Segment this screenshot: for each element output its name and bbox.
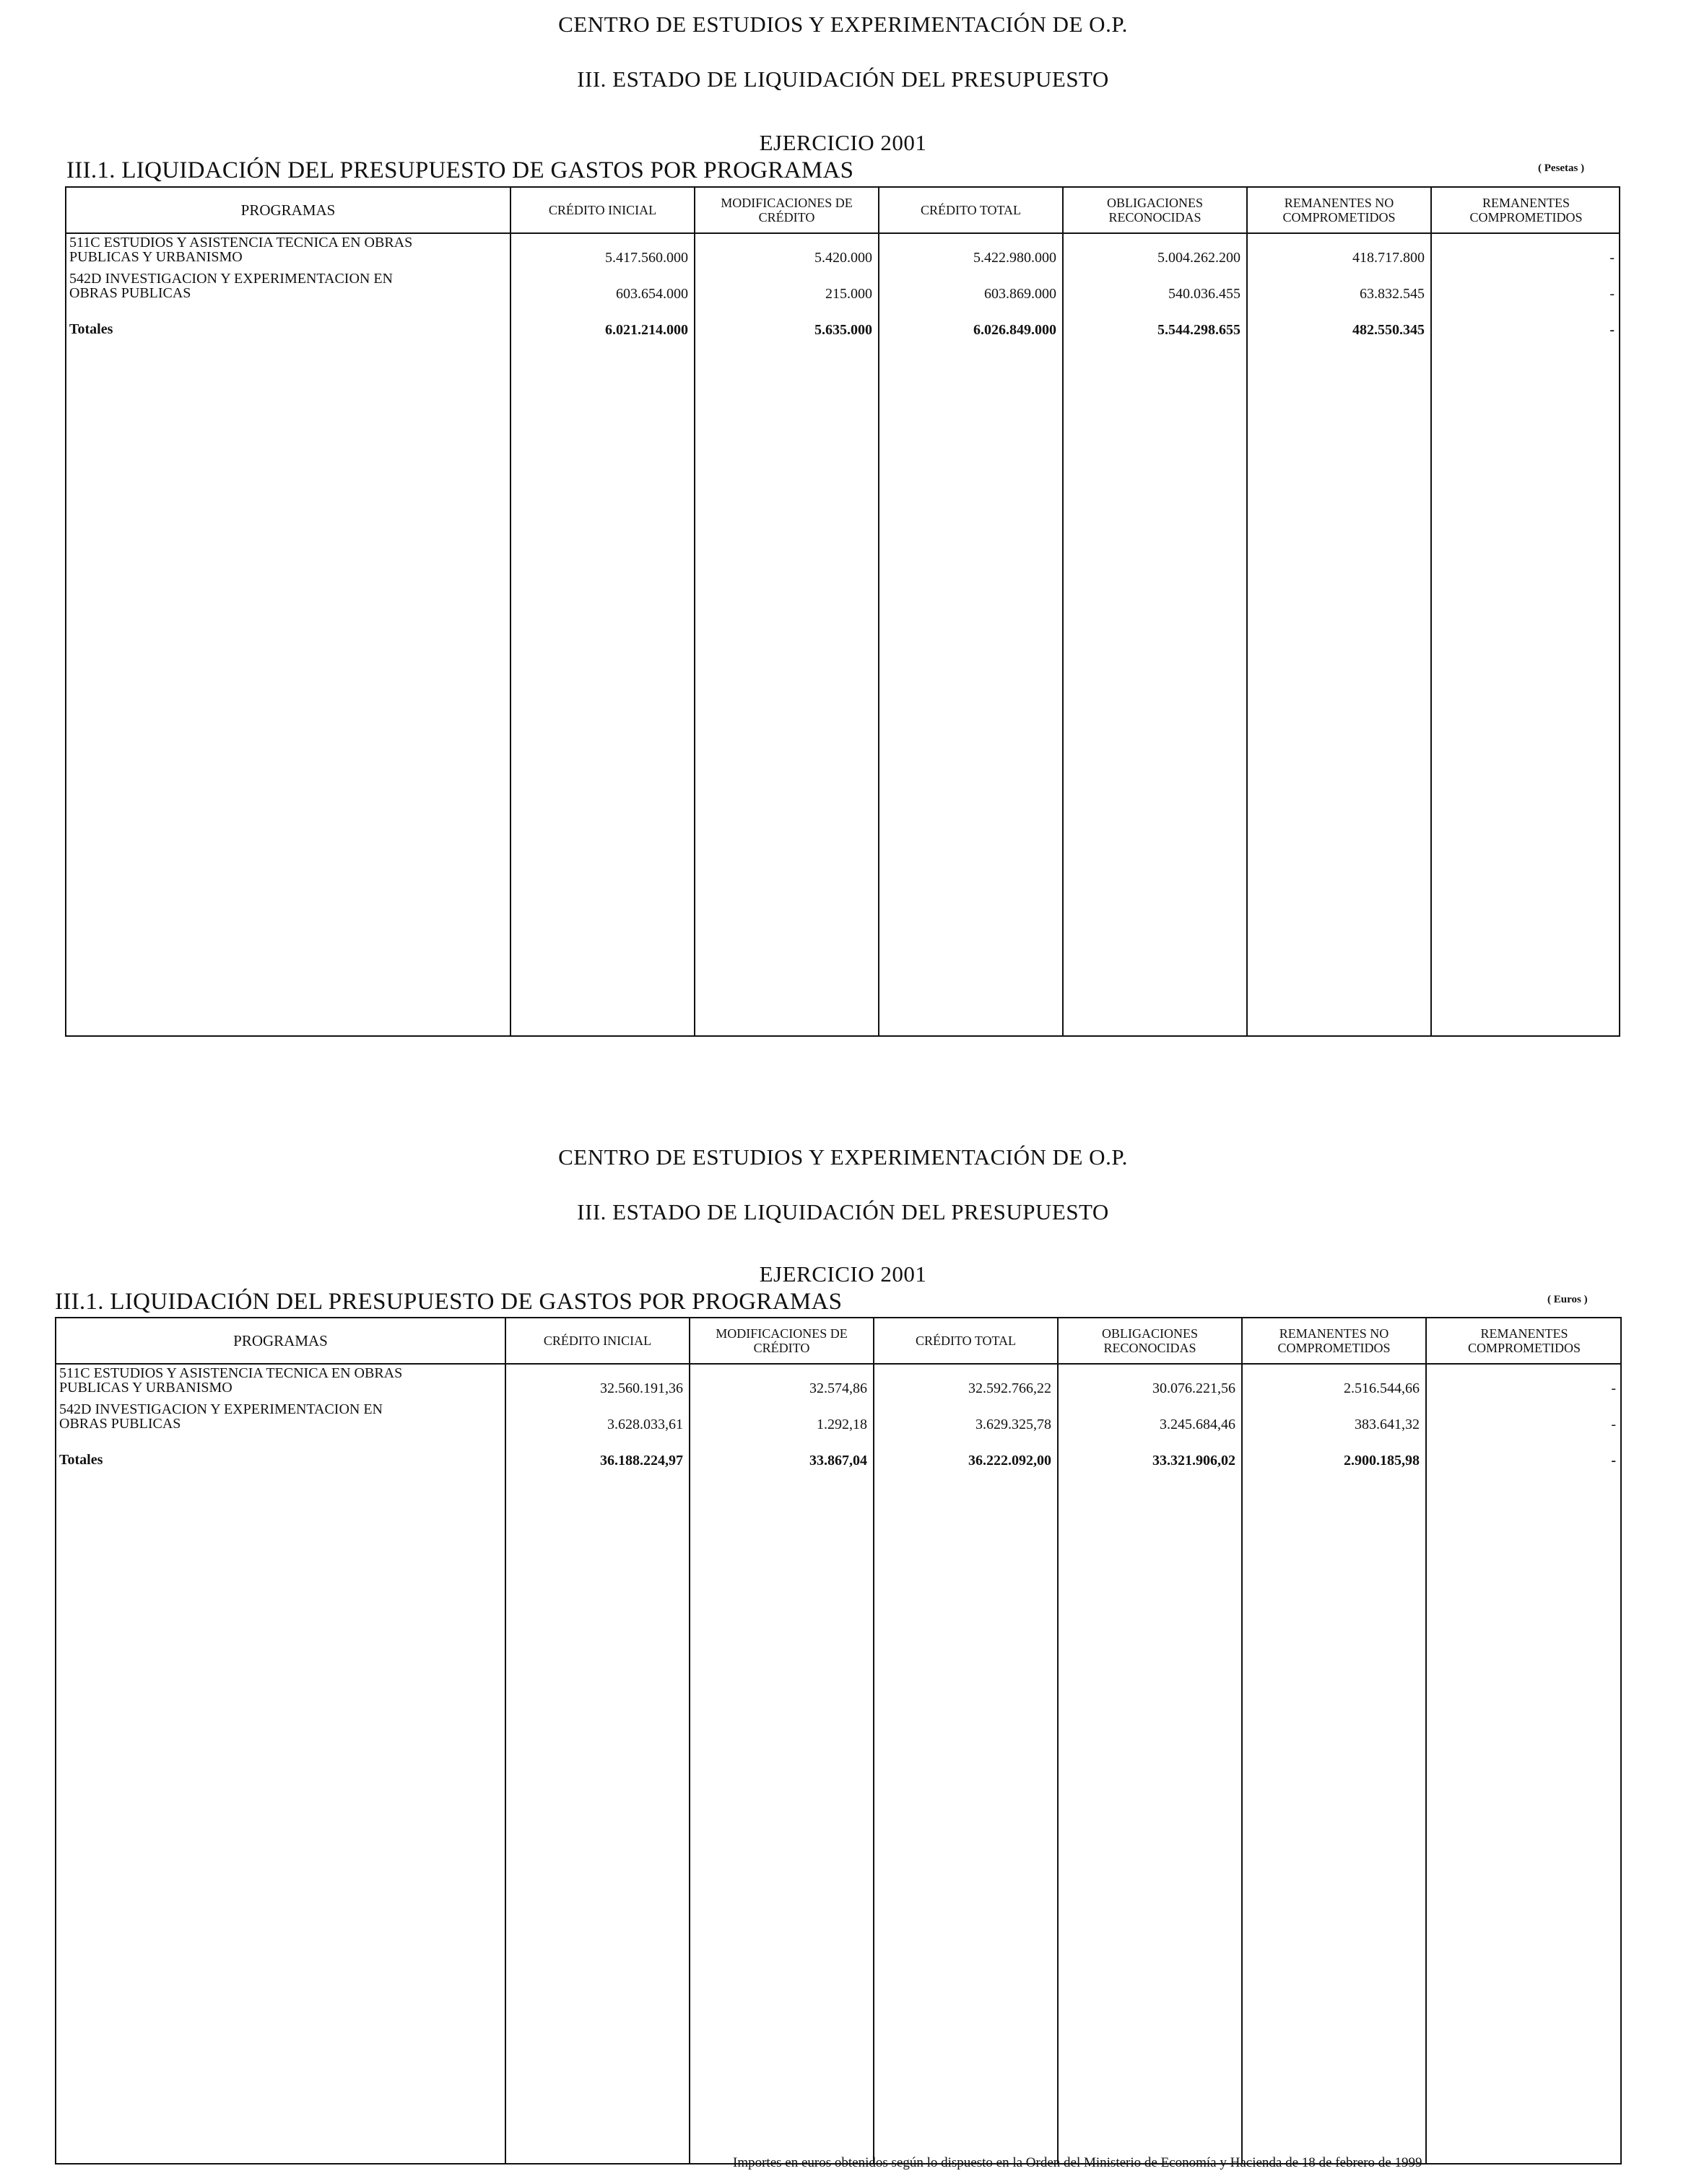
header-remanentes-comp: REMANENTES COMPROMETIDOS <box>1467 1326 1581 1355</box>
header-credito-total: CRÉDITO TOTAL <box>920 203 1022 217</box>
header-obligaciones: OBLIGACIONES RECONOCIDAS <box>1107 196 1203 225</box>
total-remanentes-comp: - <box>1609 322 1615 338</box>
header-credito-inicial: CRÉDITO INICIAL <box>543 1334 652 1348</box>
unit-label: ( Pesetas ) <box>1538 162 1585 174</box>
total-credito-total: 6.026.849.000 <box>973 322 1056 338</box>
cell-remanentes-comp: - <box>1611 1380 1616 1396</box>
header-programas: PROGRAMAS <box>233 1332 328 1349</box>
header-programas: PROGRAMAS <box>240 201 336 219</box>
header-remanentes-no: REMANENTES NO COMPROMETIDOS <box>1277 1326 1391 1355</box>
cell-modificaciones: 5.420.000 <box>814 250 872 266</box>
cell-remanentes-comp: - <box>1609 286 1615 302</box>
state-title: III. ESTADO DE LIQUIDACIÓN DEL PRESUPUESTO <box>577 1199 1109 1224</box>
total-credito-inicial: 6.021.214.000 <box>605 322 688 338</box>
budget-table <box>55 1317 1622 2165</box>
cell-credito-total: 5.422.980.000 <box>973 250 1056 266</box>
total-remanentes-no: 482.550.345 <box>1352 322 1425 338</box>
table-row-programa: 542D INVESTIGACION Y EXPERIMENTACION EN OBRAS PUBLICAS <box>69 271 393 301</box>
total-remanentes-comp: - <box>1611 1453 1616 1469</box>
cell-modificaciones: 1.292,18 <box>817 1417 867 1432</box>
cell-credito-total: 32.592.766,22 <box>968 1380 1051 1396</box>
table-title: III.1. LIQUIDACIÓN DEL PRESUPUESTO DE GASTOS POR PROGRAMAS <box>66 157 854 183</box>
cell-remanentes-no: 383.641,32 <box>1355 1417 1420 1432</box>
state-title: III. ESTADO DE LIQUIDACIÓN DEL PRESUPUESTO <box>577 66 1109 92</box>
section-pesetas <box>0 0 1686 1040</box>
table-row-programa: 542D INVESTIGACION Y EXPERIMENTACION EN OBRAS PUBLICAS <box>59 1401 383 1432</box>
table-row-programa: 511C ESTUDIOS Y ASISTENCIA TECNICA EN OBRAS PUBLICAS Y URBANISMO <box>59 1365 403 1396</box>
header-modificaciones: MODIFICACIONES DE CRÉDITO <box>716 1326 848 1355</box>
cell-credito-inicial: 5.417.560.000 <box>605 250 688 266</box>
unit-label: ( Euros ) <box>1547 1294 1588 1305</box>
total-obligaciones: 33.321.906,02 <box>1152 1453 1235 1469</box>
cell-credito-inicial: 3.628.033,61 <box>607 1417 683 1432</box>
cell-credito-inicial: 32.560.191,36 <box>600 1380 683 1396</box>
exercise-label: EJERCICIO 2001 <box>759 130 927 155</box>
header-remanentes-no: REMANENTES NO COMPROMETIDOS <box>1282 196 1396 225</box>
cell-obligaciones: 3.245.684,46 <box>1160 1417 1235 1432</box>
exercise-label: EJERCICIO 2001 <box>759 1261 927 1287</box>
organism-title: CENTRO DE ESTUDIOS Y EXPERIMENTACIÓN DE O.P. <box>558 12 1128 37</box>
cell-credito-total: 603.869.000 <box>984 286 1056 302</box>
header-obligaciones: OBLIGACIONES RECONOCIDAS <box>1102 1326 1198 1355</box>
cell-remanentes-no: 418.717.800 <box>1352 250 1425 266</box>
header-credito-total: CRÉDITO TOTAL <box>915 1334 1017 1348</box>
cell-modificaciones: 215.000 <box>825 286 872 302</box>
total-credito-inicial: 36.188.224,97 <box>600 1453 683 1469</box>
totals-label: Totales <box>69 321 113 337</box>
header-modificaciones: MODIFICACIONES DE CRÉDITO <box>721 196 853 225</box>
budget-table <box>65 186 1620 1037</box>
organism-title: CENTRO DE ESTUDIOS Y EXPERIMENTACIÓN DE O.P. <box>558 1144 1128 1170</box>
cell-obligaciones: 5.004.262.200 <box>1157 250 1240 266</box>
cell-credito-total: 3.629.325,78 <box>975 1417 1051 1432</box>
header-credito-inicial: CRÉDITO INICIAL <box>548 203 657 217</box>
cell-obligaciones: 540.036.455 <box>1168 286 1240 302</box>
cell-remanentes-no: 2.516.544,66 <box>1344 1380 1420 1396</box>
cell-modificaciones: 32.574,86 <box>809 1380 867 1396</box>
cell-remanentes-no: 63.832.545 <box>1360 286 1425 302</box>
total-remanentes-no: 2.900.185,98 <box>1344 1453 1420 1469</box>
total-modificaciones: 33.867,04 <box>809 1453 867 1469</box>
total-credito-total: 36.222.092,00 <box>968 1453 1051 1469</box>
total-obligaciones: 5.544.298.655 <box>1157 322 1240 338</box>
table-row-programa: 511C ESTUDIOS Y ASISTENCIA TECNICA EN OBRAS PUBLICAS Y URBANISMO <box>69 235 413 265</box>
total-modificaciones: 5.635.000 <box>814 322 872 338</box>
cell-obligaciones: 30.076.221,56 <box>1152 1380 1235 1396</box>
footnote: Importes en euros obtenidos según lo dispuesto en la Orden del Ministerio de Economía y Hacienda de 18 de febrero de 1999 <box>733 2155 1422 2170</box>
totals-label: Totales <box>59 1452 103 1468</box>
cell-remanentes-comp: - <box>1611 1417 1616 1432</box>
table-title: III.1. LIQUIDACIÓN DEL PRESUPUESTO DE GASTOS POR PROGRAMAS <box>55 1289 843 1315</box>
cell-credito-inicial: 603.654.000 <box>616 286 688 302</box>
header-remanentes-comp: REMANENTES COMPROMETIDOS <box>1469 196 1583 225</box>
cell-remanentes-comp: - <box>1609 250 1615 266</box>
section-euros <box>0 1126 1686 2180</box>
